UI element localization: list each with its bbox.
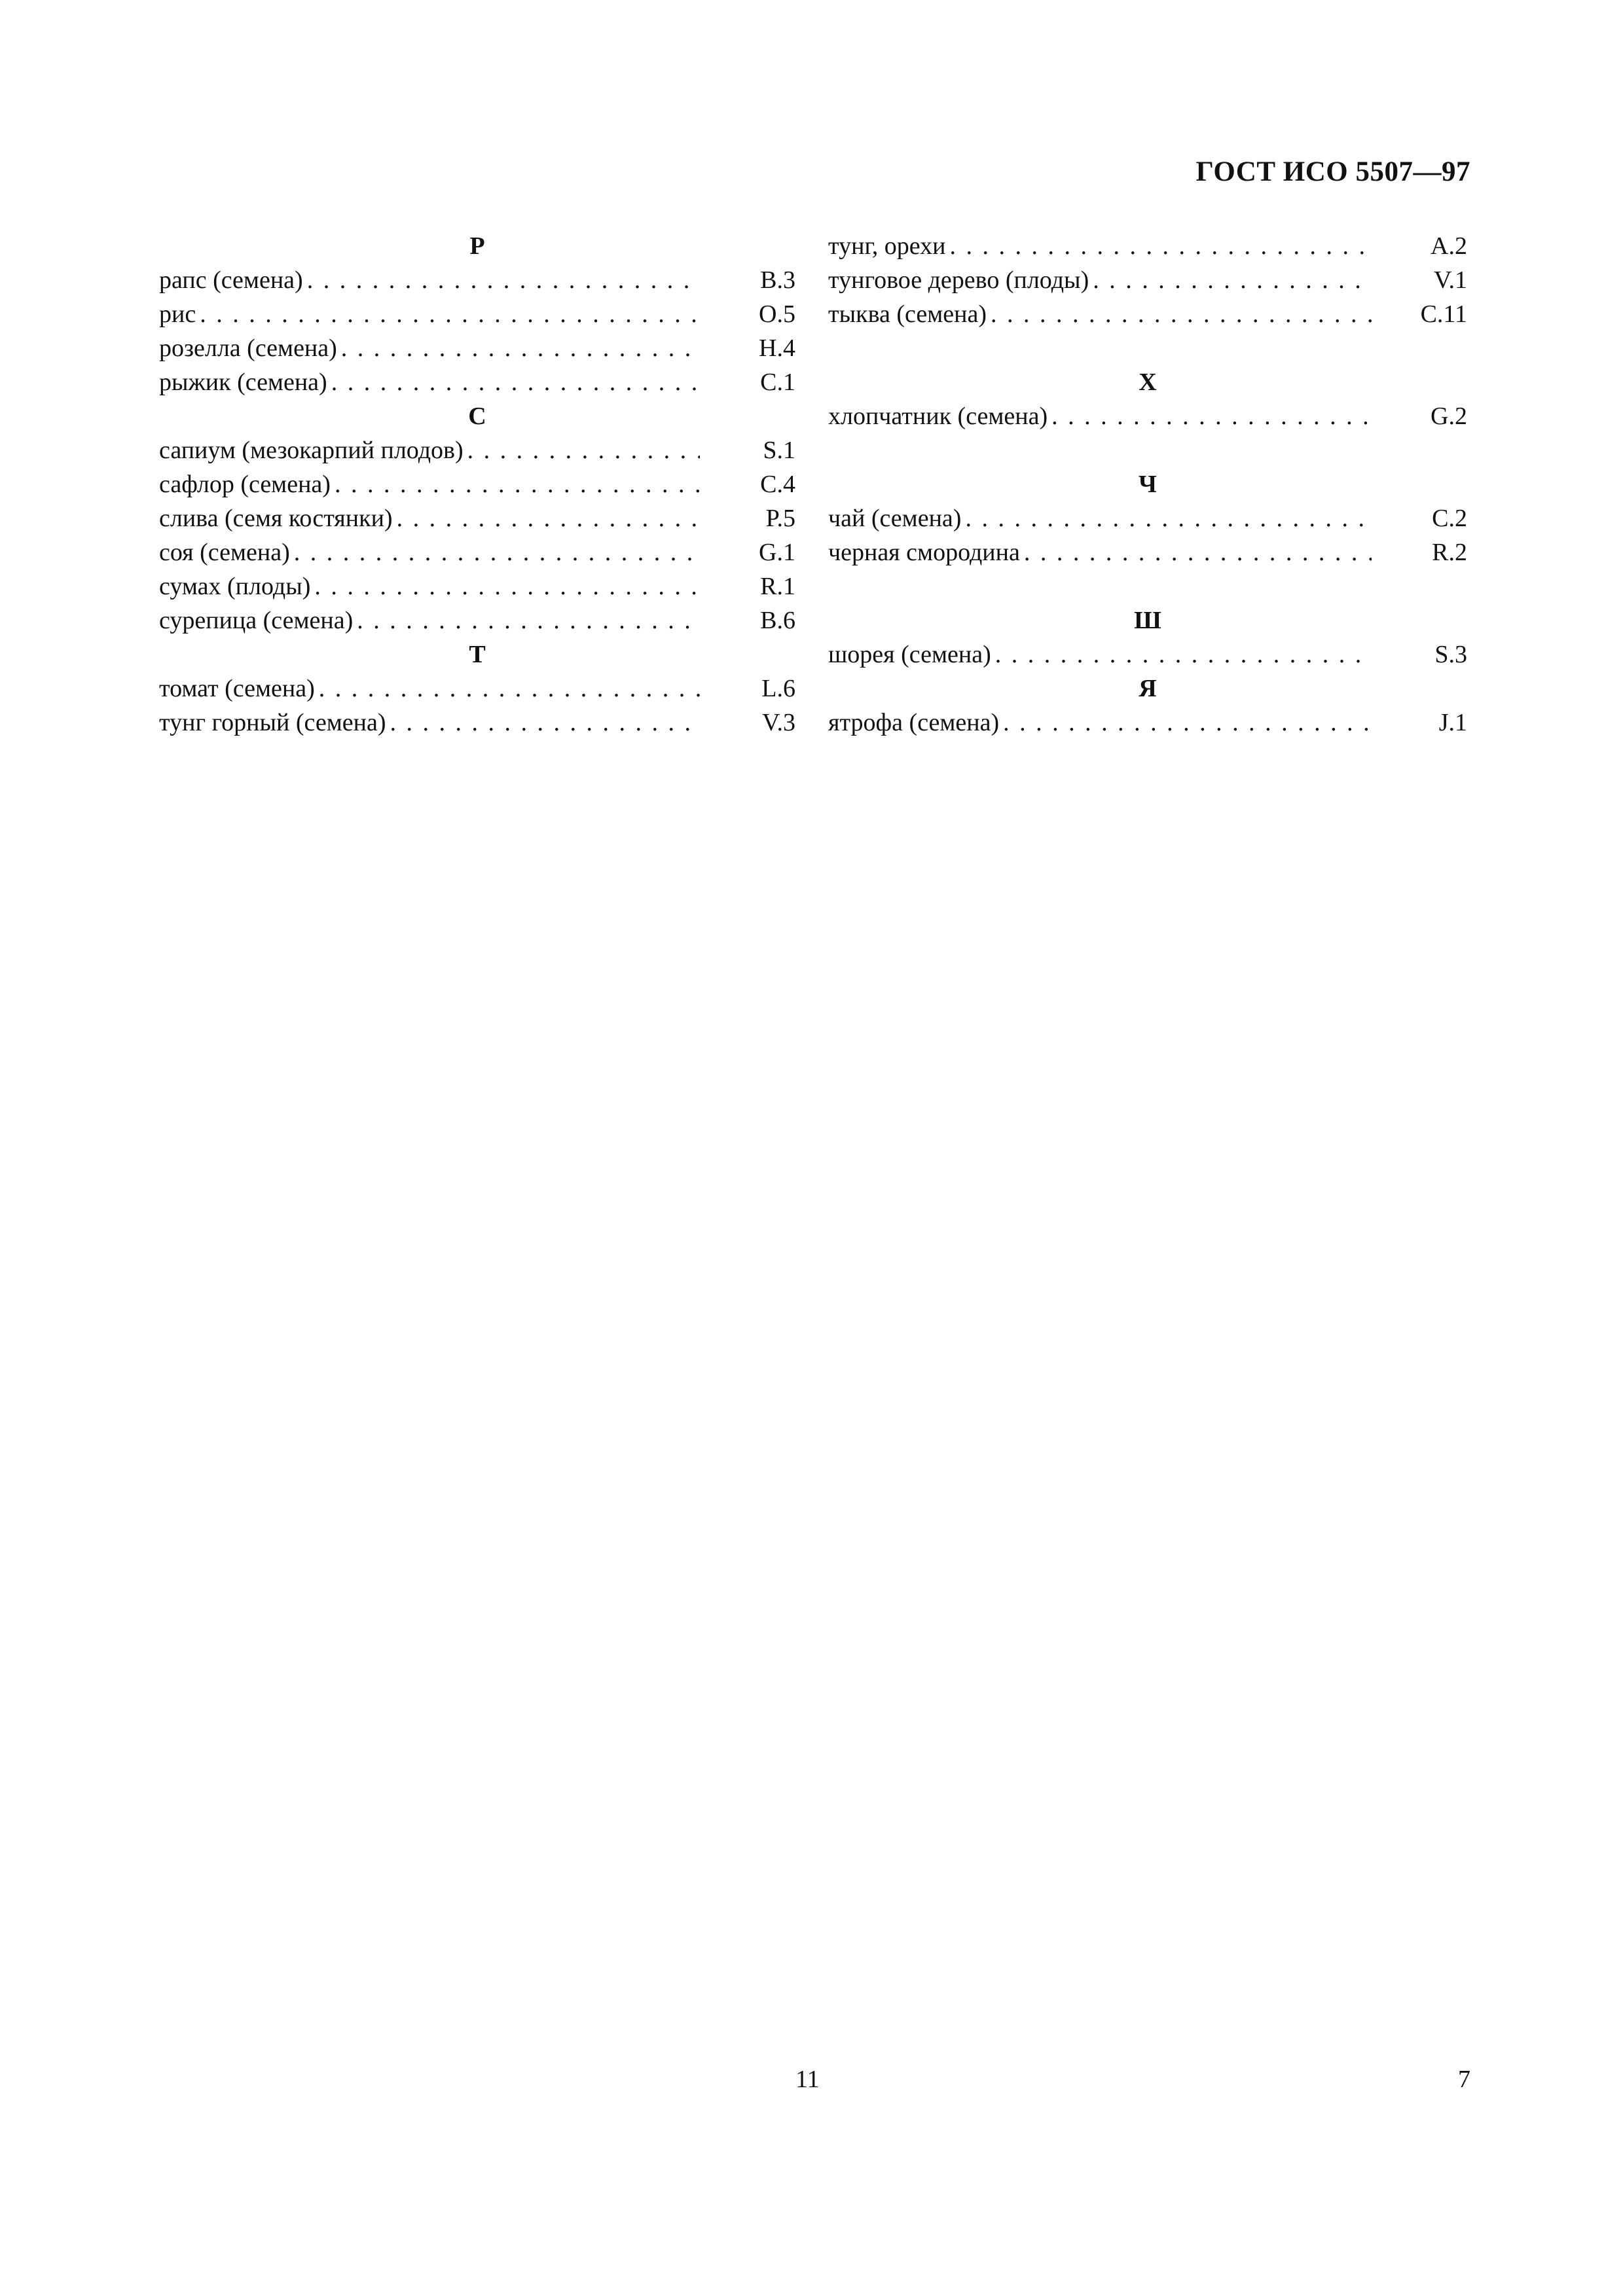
index-entry [828,706,1467,740]
index-entry-term: сумах (плоды) [159,573,311,600]
index-entry-term: шорея (семена) [828,641,991,668]
index-entry-ref: С.4 [760,471,795,498]
index-entry-ref: G.1 [759,539,795,566]
dot-leader [1024,535,1372,569]
index-entry-term: соя (семена) [159,539,290,566]
dot-leader [314,569,700,603]
index-entry-term: сафлор (семена) [159,471,331,498]
dot-leader [294,535,700,569]
dot-leader [357,603,700,637]
index-entry-term: ятрофа (семена) [828,709,1000,736]
dot-leader [991,297,1372,331]
dot-leader [341,331,700,365]
document-header-title: ГОСТ ИСО 5507—97 [1195,156,1470,187]
index-entry [828,263,1467,297]
index-entry-ref: L.6 [761,675,795,702]
index-entry-term: тунг горный (семена) [159,709,386,736]
index-entry-term: рыжик (семена) [159,368,327,396]
index-entry-term: слива (семя костянки) [159,505,393,532]
section-spacer [828,569,1467,603]
index-letter-heading: Я [1139,675,1157,702]
section-spacer [828,433,1467,467]
index-letter-heading: Ш [1134,607,1161,634]
index-entry-term: сапиум (мезокарпий плодов) [159,437,464,464]
index-entry-term: сурепица (семена) [159,607,354,634]
index-column-right [828,229,1467,740]
index-entry-ref: С.11 [1420,300,1467,328]
index-entry [828,637,1467,672]
index-entry [159,263,795,297]
index-entry-ref: S.3 [1434,641,1467,668]
index-entry-term: чай (семена) [828,505,962,532]
dot-leader [331,365,700,399]
index-entry-ref: R.2 [1432,539,1467,566]
index-entry [828,229,1467,263]
dot-leader [467,433,700,467]
index-entry-term: розелла (семена) [159,334,337,362]
index-entry-term: хлопчатник (семена) [828,403,1048,430]
dot-leader [995,637,1372,672]
dot-leader [965,501,1372,535]
dot-leader [319,672,700,706]
page-number: 7 [1458,2066,1470,2093]
dot-leader [1093,263,1372,297]
dot-leader [335,467,700,501]
index-entry [159,365,795,399]
index-entry-ref: С.2 [1432,505,1467,532]
index-entry-term: тунговое дерево (плоды) [828,266,1089,294]
index-entry [159,297,795,331]
index-entry-ref: В.6 [760,607,795,634]
index-entry [159,672,795,706]
index-entry [159,433,795,467]
index-entry-term: черная смородина [828,539,1020,566]
index-entry-term: рис [159,300,196,328]
index-entry [828,501,1467,535]
index-letter-heading: Р [469,232,485,260]
index-entry-ref: V.1 [1433,266,1467,294]
section-spacer [828,331,1467,365]
index-entry-ref: С.1 [760,368,795,396]
index-entry-ref: J.1 [1438,709,1467,736]
index-entry-term: рапс (семена) [159,266,303,294]
dot-leader [1051,399,1372,433]
index-entry-term: тыква (семена) [828,300,987,328]
index-entry [828,297,1467,331]
index-entry [159,569,795,603]
index-entry [159,331,795,365]
index-entry-ref: P.5 [765,505,795,532]
index-letter-heading: Т [469,641,486,668]
index-letter-heading: Х [1139,368,1157,396]
dot-leader [200,297,700,331]
index-entry-term: томат (семена) [159,675,315,702]
index-letter-heading: С [468,403,486,430]
index-entry [159,467,795,501]
index-entry [159,706,795,740]
index-column-left [159,229,795,740]
dot-leader [1003,706,1372,740]
index-letter-heading: Ч [1139,471,1157,498]
index-entry [828,535,1467,569]
index-entry-ref: В.3 [760,266,795,294]
index-entry-ref: V.3 [761,709,795,736]
index-entry-ref: R.1 [760,573,795,600]
index-entry [828,399,1467,433]
index-entry-ref: G.2 [1431,403,1467,430]
dot-leader [307,263,700,297]
dot-leader [390,706,701,740]
dot-leader [949,229,1372,263]
footer-center-number: 11 [795,2066,820,2093]
index-entry [159,535,795,569]
index-entry-ref: Н.4 [759,334,795,362]
index-entry-term: тунг, орехи [828,232,946,260]
index-entry [159,603,795,637]
index-entry-ref: А.2 [1431,232,1467,260]
index-entry-ref: О.5 [759,300,795,328]
index-entry [159,501,795,535]
dot-leader [397,501,700,535]
index-entry-ref: S.1 [763,437,795,464]
